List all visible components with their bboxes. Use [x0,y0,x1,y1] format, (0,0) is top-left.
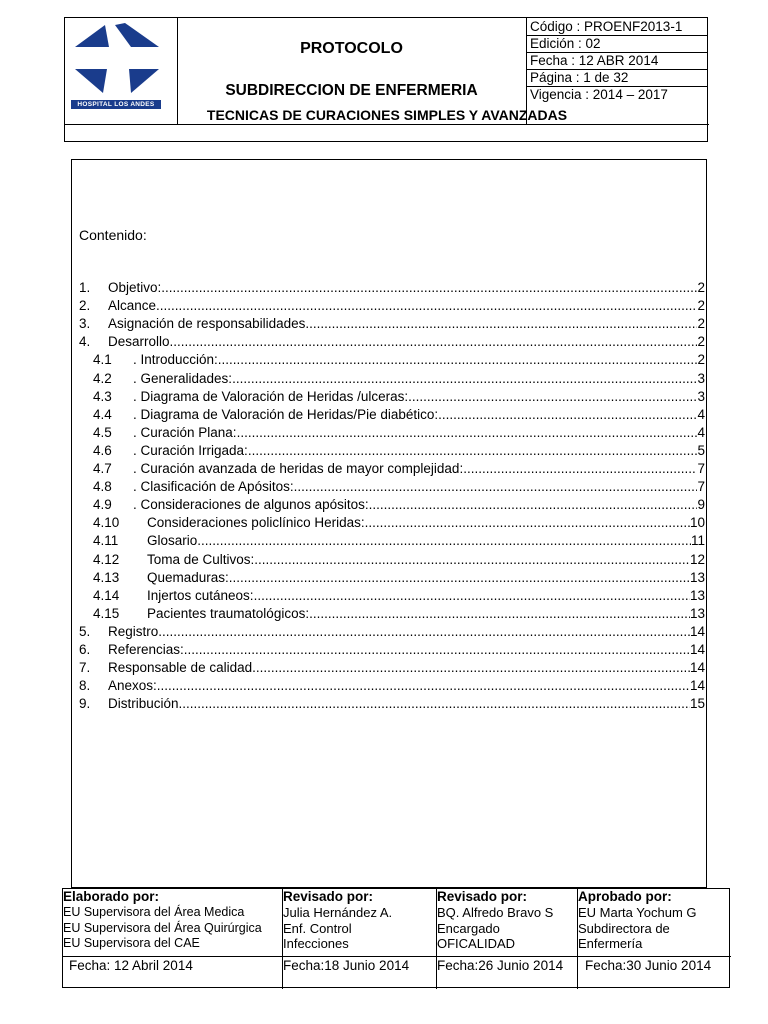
toc-page-number: 4 [697,406,705,422]
toc-page-number: 13 [689,587,705,603]
toc-title: . Curación avanzada de heridas de mayor complejidad: [133,461,464,476]
toc-title: Objetivo: [108,280,162,295]
logo-text: HOSPITAL LOS ANDES [71,100,161,109]
toc-title: Responsable de calidad [108,660,253,676]
toc-leader [309,605,690,623]
toc-leader [179,695,690,713]
toc-number: 3. [79,316,91,332]
toc-leader [438,406,697,424]
toc-leader [309,315,697,333]
toc-page-number: 13 [689,569,705,585]
toc-title: . Diagrama de Valoración de Heridas /ulceras: [133,388,409,404]
meta-validity: Vigencia : 2014 – 2017 [530,87,668,102]
toc-entry [79,496,705,514]
toc-entry [79,442,705,460]
toc-page-number: 2 [697,298,705,314]
toc-number: 4.10 [93,515,120,531]
document-header [64,17,708,142]
approval-line: Encargado [437,920,500,936]
toc-page-number: 2 [697,316,705,332]
toc-title: Asignación de responsabilidades. [108,316,310,332]
toc-number: 4.2 [93,370,112,386]
toc-title: Quemaduras: [147,569,229,585]
approval-line: Infecciones [283,936,349,951]
toc-leader [463,460,697,478]
toc-page-number: 2 [697,334,705,350]
toc-number: 8. [79,678,91,694]
toc-leader [161,279,697,297]
toc-number: 4.12 [93,551,120,567]
toc-page-number: 7 [697,461,705,476]
toc-page-number: 2 [697,352,705,368]
approval-column [283,889,435,952]
toc-number: 4.8 [93,479,112,495]
toc-entry [79,605,705,623]
toc-page-number: 12 [689,551,705,567]
approval-heading: Revisado por: [283,889,374,904]
toc-title: . Introducción: [133,352,218,368]
toc-title: . Diagrama de Valoración de Heridas/Pie diabético: [133,406,439,422]
toc-number: 5. [79,623,91,639]
toc-page-number: 13 [689,605,705,621]
toc-entry [79,460,705,478]
meta-page: Página : 1 de 32 [530,70,629,85]
toc-page-number: 4 [697,424,705,440]
approval-date: Fecha:18 Junio 2014 [283,958,410,973]
toc-number: 2. [79,298,91,314]
toc-leader [254,587,690,605]
toc-page-number: 5 [697,442,705,458]
toc-title: Anexos: [108,678,157,694]
toc-number: 4.9 [93,497,112,513]
approval-heading: Aprobado por: [578,889,672,904]
approval-date: Fecha: 12 Abril 2014 [69,958,193,973]
toc-page-number: 3 [697,370,705,386]
toc-page-number: 2 [697,280,705,295]
toc-title: Pacientes traumatológicos: [147,605,310,621]
toc-title: Desarrollo. [108,334,174,350]
approval-date: Fecha:26 Junio 2014 [437,958,564,973]
toc-entry [79,351,705,369]
toc-number: 4.15 [93,605,120,621]
toc-entry [79,279,705,297]
toc-entry [79,532,705,550]
toc-number: 4.5 [93,424,112,440]
toc-leader [248,442,698,460]
approval-date: Fecha:30 Junio 2014 [585,958,712,973]
toc-title: . Clasificación de Apósitos: [133,479,294,495]
toc-entry [79,333,705,351]
toc-page-number: 15 [689,696,705,712]
toc-leader [197,532,691,550]
toc-title: Glosario [147,533,198,549]
approval-line: BQ. Alfredo Bravo S [437,905,554,920]
approval-line: EU Supervisora del Área Medica [63,905,245,919]
logo-mark-icon [69,21,163,101]
toc-number: 4.11 [93,533,119,549]
approval-line: OFICALIDAD [437,936,516,951]
toc-entry [79,315,705,333]
toc-title: . Consideraciones de algunos apósitos: [133,497,369,513]
toc-leader [369,496,698,514]
toc-page-number: 3 [697,388,705,404]
meta-code: Código : PROENF2013-1 [530,19,683,34]
approval-line: Enf. Control [283,920,352,936]
toc-leader [218,351,698,369]
toc-entry [79,424,705,442]
approval-column [437,889,576,952]
toc-entry [79,388,705,406]
toc-entry [79,478,705,496]
toc-leader [184,641,690,659]
meta-date: Fecha : 12 ABR 2014 [530,53,659,68]
toc-title: Distribución [108,696,179,712]
toc-page-number: 10 [689,515,705,531]
toc-leader [173,333,697,351]
approval-line: Julia Hernández A. [283,905,393,920]
toc-leader [365,514,690,532]
toc-number: 4.6 [93,442,112,458]
approval-heading: Elaborado por: [63,889,160,904]
contents-box [71,159,707,888]
toc-title: . Curación Irrigada: [133,442,248,458]
toc-leader [252,659,690,677]
approval-line: EU Marta Yochum G [578,905,697,920]
toc-entry [79,297,705,315]
toc-leader [157,677,690,695]
toc-entry [79,406,705,424]
toc-number: 4.14 [93,587,120,603]
toc-page-number: 14 [689,660,705,676]
toc-entry [79,641,705,659]
document-subtitle: TECNICAS DE CURACIONES SIMPLES Y AVANZADAS [206,107,568,123]
toc-title: Toma de Cultivos: [147,551,255,567]
department-title: SUBDIRECCION DE ENFERMERIA [225,82,478,99]
toc-number: 7. [79,660,91,676]
toc-page-number: 14 [689,623,705,639]
toc-title: . Curación Plana: [133,424,237,440]
contents-heading: Contenido: [79,227,147,243]
toc-number: 4. [79,334,91,350]
toc-number: 4.13 [93,569,120,585]
toc-leader [156,297,697,315]
toc-entry [79,514,705,532]
toc-title: . Generalidades: [133,370,233,386]
toc-title: Registro. [108,623,163,639]
approval-line: EU Supervisora del CAE [63,936,200,950]
toc-number: 9. [79,696,91,712]
toc-title: Referencias: [108,642,184,657]
toc-entry [79,695,705,713]
toc-page-number: 11 [690,533,705,549]
toc-entry [79,569,705,587]
toc-page-number: 9 [697,497,705,513]
toc-number: 6. [79,642,91,657]
toc-leader [232,370,697,388]
toc-number: 4.7 [93,461,112,476]
toc-title: Alcance [108,298,157,314]
toc-number: 4.3 [93,388,112,404]
approval-column [578,889,730,952]
toc-number: 4.1 [93,352,112,368]
toc-page-number: 7 [697,479,705,495]
hospital-logo [69,21,163,109]
toc-page-number: 14 [689,642,705,657]
document-type-title: PROTOCOLO [300,40,403,57]
toc-page-number: 14 [689,678,705,694]
toc-title: Consideraciones policlínico Heridas: [147,515,365,531]
toc-leader [162,623,690,641]
approval-line: Enfermería [578,936,643,951]
toc-leader [408,388,697,406]
toc-leader [294,478,698,496]
toc-leader [237,424,698,442]
approval-line: Subdirectora de [578,920,670,936]
toc-number: 1. [79,280,91,295]
toc-leader [229,569,690,587]
approval-table [62,888,730,988]
toc-entry [79,623,705,641]
approval-line: EU Supervisora del Área Quirúrgica [63,920,262,935]
toc-entry [79,370,705,388]
toc-entry [79,551,705,569]
toc-leader [254,551,690,569]
toc-entry [79,677,705,695]
toc-number: 4.4 [93,406,112,422]
toc-entry [79,587,705,605]
toc-title: Injertos cutáneos: [147,587,254,603]
approval-heading: Revisado por: [437,889,528,904]
approval-column [63,889,281,952]
meta-edition: Edición : 02 [530,36,601,51]
toc-entry [79,659,705,677]
